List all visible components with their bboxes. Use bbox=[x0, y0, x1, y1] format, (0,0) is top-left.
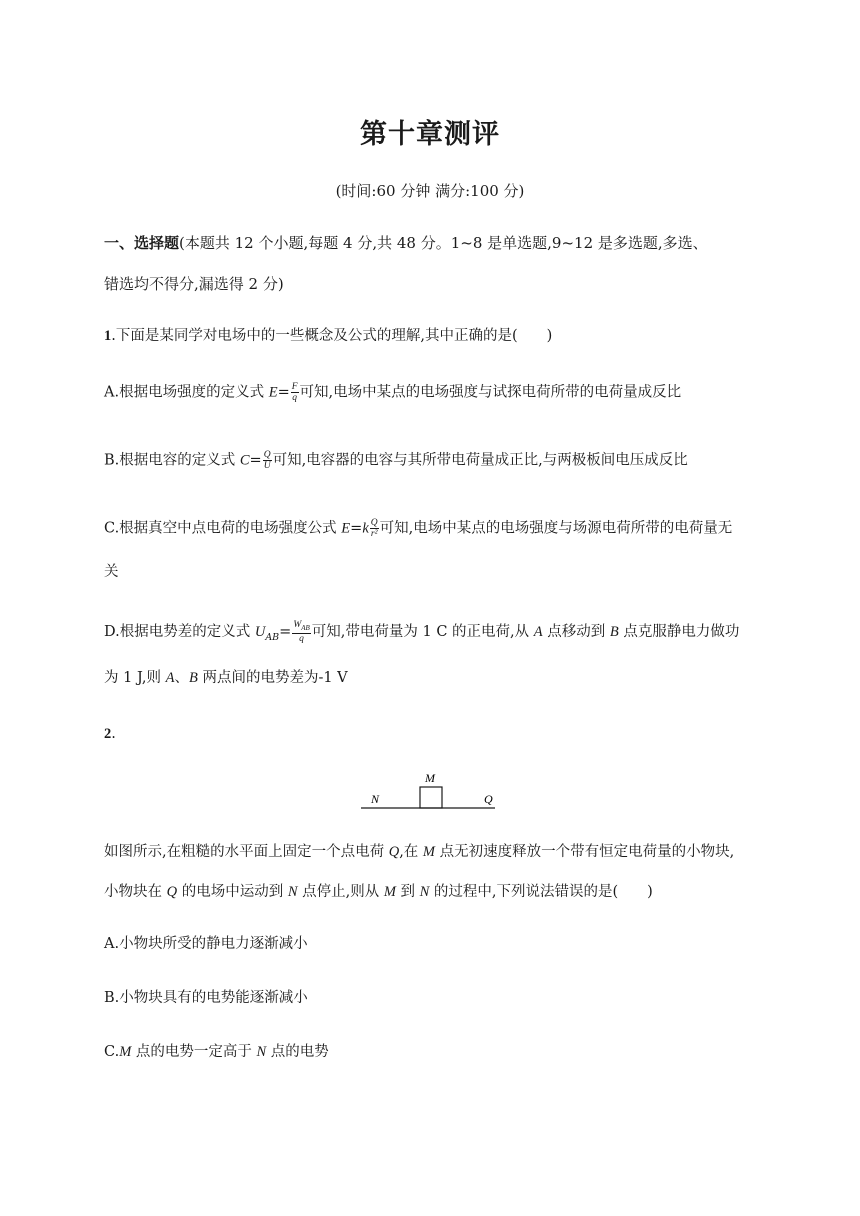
q1-a-rest: 可知,电场中某点的电场强度与试探电荷所带的电荷量成反比 bbox=[299, 384, 682, 401]
q1-c-eq: = bbox=[350, 520, 363, 537]
q2-figure bbox=[355, 768, 505, 814]
q1-option-d-line2 bbox=[104, 668, 348, 688]
q1-d-l2pa: A bbox=[165, 670, 175, 686]
q2-s2a: 小物块在 bbox=[104, 884, 167, 900]
q1-number: 1 bbox=[104, 328, 112, 344]
q2-c-rest: 点的电势 bbox=[266, 1044, 329, 1060]
q1-d-num-var: W bbox=[293, 620, 302, 630]
q1-option-c bbox=[104, 518, 732, 539]
q2-s1c: 点无初速度释放一个带有恒定电荷量的小物块, bbox=[435, 844, 735, 860]
q1-c-var: E bbox=[341, 520, 351, 537]
q1-b-rest: 可知,电容器的电容与其所带电荷量成正比,与两极板间电压成反比 bbox=[272, 452, 688, 469]
q1-c-prefix: C.根据真空中点电荷的电场强度公式 bbox=[104, 520, 342, 537]
q1-c-fraction bbox=[370, 518, 379, 539]
q2-s2q: Q bbox=[166, 884, 178, 900]
section-desc-2: 错选均不得分,漏选得 2 分) bbox=[104, 275, 284, 293]
q2-stem-line1 bbox=[104, 842, 734, 862]
q1-d-pa: A bbox=[533, 623, 543, 640]
q1-d-l2b: 、 bbox=[174, 670, 189, 686]
q1-b-fraction bbox=[263, 450, 272, 471]
label-m: M bbox=[425, 771, 435, 785]
q1-b-den: U bbox=[263, 461, 271, 471]
section-desc-1: (本题共 12 个小题,每题 4 分,共 48 分。1~8 是单选题,9~12 是多选题,多选、 bbox=[179, 234, 708, 252]
label-n: N bbox=[371, 792, 380, 806]
q1-d-pb: B bbox=[609, 623, 619, 640]
q1-d-prefix: D.根据电势差的定义式 bbox=[104, 623, 255, 640]
q1-a-eq: = bbox=[277, 384, 290, 401]
q1-b-var: C bbox=[239, 452, 250, 469]
q2-s2n2: N bbox=[419, 884, 430, 900]
q2-number: 2 bbox=[104, 726, 112, 742]
q1-b-num: Q bbox=[263, 450, 271, 460]
q2-option-b: B.小物块具有的电势能逐渐减小 bbox=[104, 990, 308, 1006]
q2-s1b: ,在 bbox=[399, 844, 423, 860]
q1-d-den: q bbox=[299, 633, 304, 644]
q1-d-sub: AB bbox=[265, 631, 280, 643]
q2-s1q: Q bbox=[388, 844, 400, 860]
q2-s1a: 如图所示,在粗糙的水平面上固定一个点电荷 bbox=[104, 844, 389, 860]
q2-s2n: N bbox=[287, 884, 298, 900]
label-q: Q bbox=[484, 792, 493, 806]
q1-stem bbox=[104, 326, 552, 346]
q1-option-b bbox=[104, 450, 688, 471]
q1-a-prefix: A.根据电场强度的定义式 bbox=[104, 384, 269, 401]
section-heading-line bbox=[104, 232, 708, 253]
q2-s1m: M bbox=[422, 844, 436, 860]
exam-info: (时间:60 分钟 满分:100 分) bbox=[335, 182, 525, 200]
q2-c-m: M bbox=[119, 1044, 132, 1060]
q1-d-l2a: 为 1 J,则 bbox=[104, 670, 166, 686]
q1-d-rest3: 点克服静电力做功 bbox=[618, 623, 740, 640]
q1-option-a bbox=[104, 382, 681, 403]
q1-d-l2c: 两点间的电势差为-1 V bbox=[197, 670, 348, 686]
q1-a-var: E bbox=[268, 384, 278, 401]
q1-b-eq: = bbox=[249, 452, 262, 469]
q2-s2b: 的电场中运动到 bbox=[177, 884, 288, 900]
q1-option-c-line2: 关 bbox=[104, 564, 119, 580]
q2-c-n: N bbox=[256, 1044, 267, 1060]
q1-c-k: k bbox=[362, 520, 369, 537]
q1-d-num-sub: AB bbox=[301, 623, 310, 632]
q2-dot: . bbox=[111, 726, 116, 742]
q2-s2m: M bbox=[383, 884, 396, 900]
q1-a-den: q bbox=[292, 393, 297, 403]
q1-d-rest2: 点移动到 bbox=[542, 623, 610, 640]
q1-a-num: F bbox=[291, 382, 298, 392]
q1-c-num: Q bbox=[370, 518, 378, 528]
q1-d-rest1: 可知,带电荷量为 1 C 的正电荷,从 bbox=[311, 623, 534, 640]
q2-option-a: A.小物块所受的静电力逐渐减小 bbox=[104, 936, 308, 952]
q1-d-fraction bbox=[292, 620, 310, 644]
q2-s2d: 到 bbox=[395, 884, 420, 900]
q1-c-rest: 可知,电场中某点的电场强度与场源电荷所带的电荷量无 bbox=[379, 520, 733, 537]
q1-d-l2pb: B bbox=[188, 670, 198, 686]
q1-d-num bbox=[292, 620, 310, 634]
block-m bbox=[420, 787, 442, 808]
q2-c-mid: 点的电势一定高于 bbox=[131, 1044, 257, 1060]
q1-c-den: r² bbox=[370, 529, 378, 539]
q1-b-prefix: B.根据电容的定义式 bbox=[104, 452, 240, 469]
q1-a-fraction bbox=[291, 382, 299, 403]
q2-option-c bbox=[104, 1042, 329, 1062]
page-title: 第十章测评 bbox=[360, 119, 500, 150]
q1-option-d bbox=[104, 620, 739, 648]
section-title: 一、选择题 bbox=[104, 234, 180, 252]
q2-c-prefix: C. bbox=[104, 1044, 120, 1060]
q1-d-eq: = bbox=[279, 623, 292, 640]
q2-s2e: 的过程中,下列说法错误的是( ) bbox=[429, 884, 653, 900]
q2-stem-line2 bbox=[104, 882, 653, 902]
q2-number-line bbox=[104, 724, 116, 744]
q1-d-var: U bbox=[254, 623, 266, 640]
q2-s2c: 点停止,则从 bbox=[297, 884, 384, 900]
q1-stem-text: .下面是某同学对电场中的一些概念及公式的理解,其中正确的是( ) bbox=[111, 328, 553, 344]
